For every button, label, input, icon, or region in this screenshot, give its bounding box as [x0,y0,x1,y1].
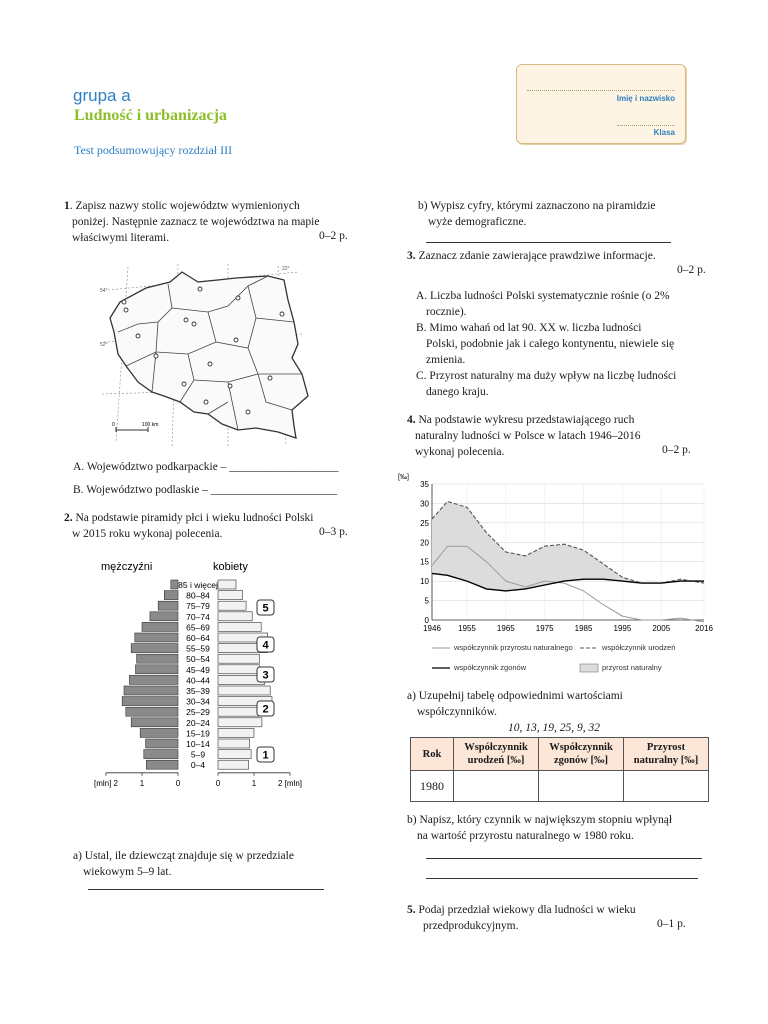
pyramid-age-label: 5–9 [190,749,206,760]
pyramid-marker-label: 1 [262,749,269,762]
svg-text:54°: 54° [100,288,108,294]
pyramid-bar-men [135,633,178,642]
td-urodzen-answer[interactable] [454,771,539,802]
q2-sub-b-answer-line[interactable] [426,242,671,243]
q4-sub-b-l1: b) Napisz, który czynnik w największym stopniu wpłynął [407,814,673,826]
svg-text:52°: 52° [100,342,108,348]
pyramid-marker-label: 3 [262,669,269,682]
q1-text-l2: poniżej. Następnie zaznacz te województwa na mapie [72,216,320,228]
q3-option-a[interactable] [416,288,716,320]
pyramid-bar-men [137,654,178,663]
chart-legend [432,643,675,672]
q4-text-l2: naturalny ludności w Polsce w latach 1946–2016 [415,430,641,442]
q1-text-l3: właściwymi literami. [72,232,170,244]
rates-table [410,737,709,802]
pyramid-age-label: 85 i więcej [178,580,218,590]
q3-option-c[interactable] [416,368,716,400]
q3-options [416,288,716,400]
q1-number: 1 [64,200,70,212]
pyramid-bar-men [146,739,178,748]
pyramid-marker-label: 2 [262,703,269,716]
th-zgonow: Współczynnik zgonów [‰] [539,738,624,771]
pyramid-bar-women [218,739,250,748]
chart-y-tick-label: 10 [420,577,429,587]
pyramid-tick-label: 1 [251,778,257,788]
pyramid-bar-men [140,728,178,737]
rates-table-header [411,738,709,771]
q1-text-l1: . Zapisz nazwy stolic województw wymienionych [69,200,300,212]
map-scale [112,422,158,432]
q3-opt-c-l1: C. Przyrost naturalny ma duży wpływ na liczbę ludności [416,370,677,382]
pyramid-bar-women [218,728,254,737]
age-pyramid [70,558,330,808]
q3-opt-c-l2: danego kraju. [426,386,489,398]
pyramid-bar-men [131,718,178,727]
pyramid-bar-men [158,601,178,610]
scale-100km: 100 km [142,422,159,428]
q4-sub-b-answer-line-1[interactable] [426,858,702,859]
legend-przyrost-wspolczynnik: współczynnik przyrostu naturalnego [454,643,573,652]
pyramid-bar-men [164,591,178,600]
pyramid-bar-women [218,612,252,621]
td-year: 1980 [411,771,454,802]
pyramid-bar-women [218,686,270,695]
chart-y-tick-label: 35 [420,480,429,489]
chart-y-tick-label: 15 [420,557,429,567]
pyramid-bar-men [131,644,178,653]
pyramid-age-label: 45–49 [186,664,210,675]
pyramid-age-label: 65–69 [186,622,210,633]
legend-zgonow: współczynnik zgonów [454,663,527,672]
name-class-box [516,64,686,144]
pyramid-bar-women [218,601,246,610]
td-zgonow-answer[interactable] [539,771,624,802]
pyramid-age-label: 40–44 [186,675,210,686]
pyramid-marker-label: 4 [262,639,269,652]
pyramid-bar-women [218,718,262,727]
chart-y-tick-label: 20 [420,538,429,548]
pyramid-men-label: mężczyźni [101,561,153,573]
th-urodzen: Współczynnik urodzeń [‰] [454,738,539,771]
class-line[interactable] [617,125,675,126]
group-label: grupa a [73,86,131,105]
pyramid-bar-women [218,665,259,674]
q2-number: 2. [64,512,73,524]
q4-text-l1: Na podstawie wykresu przedstawiającego ruch [415,414,635,426]
pyramid-age-label: 20–24 [186,717,210,728]
pyramid-marker-label: 5 [262,602,269,615]
q3-opt-a-l2: rocznie). [426,306,467,318]
q2-text-l2: w 2015 roku wykonaj polecenia. [72,528,223,540]
chart-y-tick-label: 0 [424,616,429,625]
q3-opt-a-l1: A. Liczba ludności Polski systematycznie rośnie (o 2% [416,290,670,302]
pyramid-tick-label: [mln] 2 [93,778,119,788]
q2-sub-a-l2: wiekowym 5–9 lat. [83,866,172,878]
q3-opt-b-l1: B. Mimo wahań od lat 90. XX w. liczba ludności [416,322,642,334]
pyramid-bar-women [218,580,236,589]
table-row [411,771,709,802]
legend-przyrost-naturalny: przyrost naturalny [602,663,662,672]
pyramid-bar-women [218,760,249,769]
topic-title: Ludność i urbanizacja [74,107,227,124]
pyramid-tick-label: 0 [175,778,181,788]
pyramid-bar-women [218,591,242,600]
pyramid-age-label: 25–29 [186,707,210,718]
q4-sub-b-l2: na wartość przyrostu naturalnego w 1980 roku. [417,830,634,842]
q1-points: 0–2 p. [319,230,348,242]
pyramid-age-label: 10–14 [186,739,210,749]
q2-text-l1: Na podstawie piramidy płci i wieku ludności Polski [72,512,314,524]
td-przyrost-answer[interactable] [624,771,709,802]
q2-points: 0–3 p. [319,526,348,538]
poland-map [98,262,310,448]
pyramid-age-label: 60–64 [186,633,210,643]
pyramid-age-label: 75–79 [186,601,210,612]
chart-y-tick-label: 30 [420,499,429,509]
q4-number: 4. [407,414,416,426]
pyramid-bar-men [124,686,178,695]
pyramid-bar-men [144,750,178,759]
q2-sub-b-l1: b) Wypisz cyfry, którymi zaznaczono na piramidzie [418,200,656,212]
th-przyrost: Przyrost naturalny [‰] [624,738,709,771]
pyramid-age-label: 0–4 [190,760,206,771]
pyramid-tick-label: 2 [mln] [277,778,303,788]
pyramid-age-label: 15–19 [186,728,210,739]
q2-sub-a-answer-line[interactable] [88,889,324,890]
pyramid-age-label: 55–59 [186,643,210,654]
chart-x-tick-label: 2005 [652,624,671,633]
q3-number: 3. [407,250,416,262]
pyramid-tick-label: 1 [139,778,145,788]
chart-x-tick-label: 1955 [458,624,476,633]
legend-swatch-przyrost-area [580,664,598,672]
q4-sub-b [407,812,717,844]
q4-text-l3: wykonaj polecenia. [415,446,505,458]
pyramid-bar-men [126,707,178,716]
legend-urodzen: współczynnik urodzeń [602,643,676,652]
q4-values-hint: 10, 13, 19, 25, 9, 32 [508,722,600,734]
chart-x-tick-label: 2016 [695,624,713,633]
chart-x-tick-label: 1975 [535,624,554,633]
pyramid-age-label: 70–74 [186,611,210,622]
chart-x-tick-label: 1985 [574,624,593,633]
pyramid-age-label: 35–39 [186,686,210,696]
q2-sub-b-l2: wyże demograficzne. [428,216,527,228]
pyramid-bar-men [142,622,178,631]
pyramid-tick-label: 0 [215,778,221,788]
q4-sub-b-answer-line-2[interactable] [426,878,698,879]
pyramid-bar-men [171,580,178,589]
question-3 [407,248,707,264]
pyramid-bar-men [136,665,178,674]
name-label: Imię i nazwisko [616,94,675,103]
chart-x-tick-label: 1946 [423,624,441,633]
class-label: Klasa [653,128,675,137]
q3-text: Zaznacz zdanie zawierające prawdziwe informacje. [415,250,656,262]
q3-opt-b-l3: zmienia. [426,354,466,366]
test-subtitle: Test podsumowujący rozdział III [74,143,233,157]
chart-y-tick-label: 5 [424,596,429,606]
pyramid-age-label: 50–54 [186,654,210,665]
natural-movement-chart [398,468,714,678]
chart-x-tick-label: 1965 [496,624,515,633]
pyramid-bar-men [146,760,178,769]
svg-text:22°: 22° [282,266,290,272]
q2-sub-b [418,198,718,230]
pyramid-bar-men [150,612,178,621]
q4-sub-a [407,688,707,720]
q2-sub-a-l1: a) Ustal, ile dziewcząt znajduje się w przedziale [73,850,294,862]
q5-text-l2: przedprodukcyjnym. [423,920,519,932]
q3-opt-b-l2: Polski, podobnie jak i całego kontynentu, niewiele się [426,338,675,350]
chart-y-tick-label: 25 [420,518,429,528]
name-line[interactable] [527,90,675,91]
pyramid-bar-women [218,622,261,631]
q4-points: 0–2 p. [662,444,691,456]
chart-unit-label: [‰] [398,474,409,481]
q1-item-b[interactable]: B. Województwo podlaskie – ______________________ [73,484,338,496]
q5-points: 0–1 p. [657,918,686,930]
q4-sub-a-l1: a) Uzupełnij tabelę odpowiednimi wartościami [407,690,623,702]
th-rok: Rok [411,738,454,771]
pyramid-age-label: 30–34 [186,696,210,707]
q3-option-b[interactable] [416,320,716,368]
chart-x-tick-label: 1995 [613,624,632,633]
q4-sub-a-l2: współczynników. [417,706,498,718]
pyramid-bar-women [218,654,259,663]
q1-item-a[interactable]: A. Województwo podkarpackie – ___________________ [73,461,339,473]
q5-text-l1: Podaj przedział wiekowy dla ludności w wieku [415,904,636,916]
q5-number: 5. [407,904,416,916]
q2-sub-a [73,848,363,880]
pyramid-bar-men [129,675,178,684]
pyramid-bar-women [218,750,251,759]
pyramid-women-label: kobiety [213,561,248,573]
pyramid-age-label: 80–84 [186,590,210,601]
pyramid-bar-men [122,697,178,706]
q3-points: 0–2 p. [677,264,706,276]
scale-zero: 0 [112,422,115,428]
